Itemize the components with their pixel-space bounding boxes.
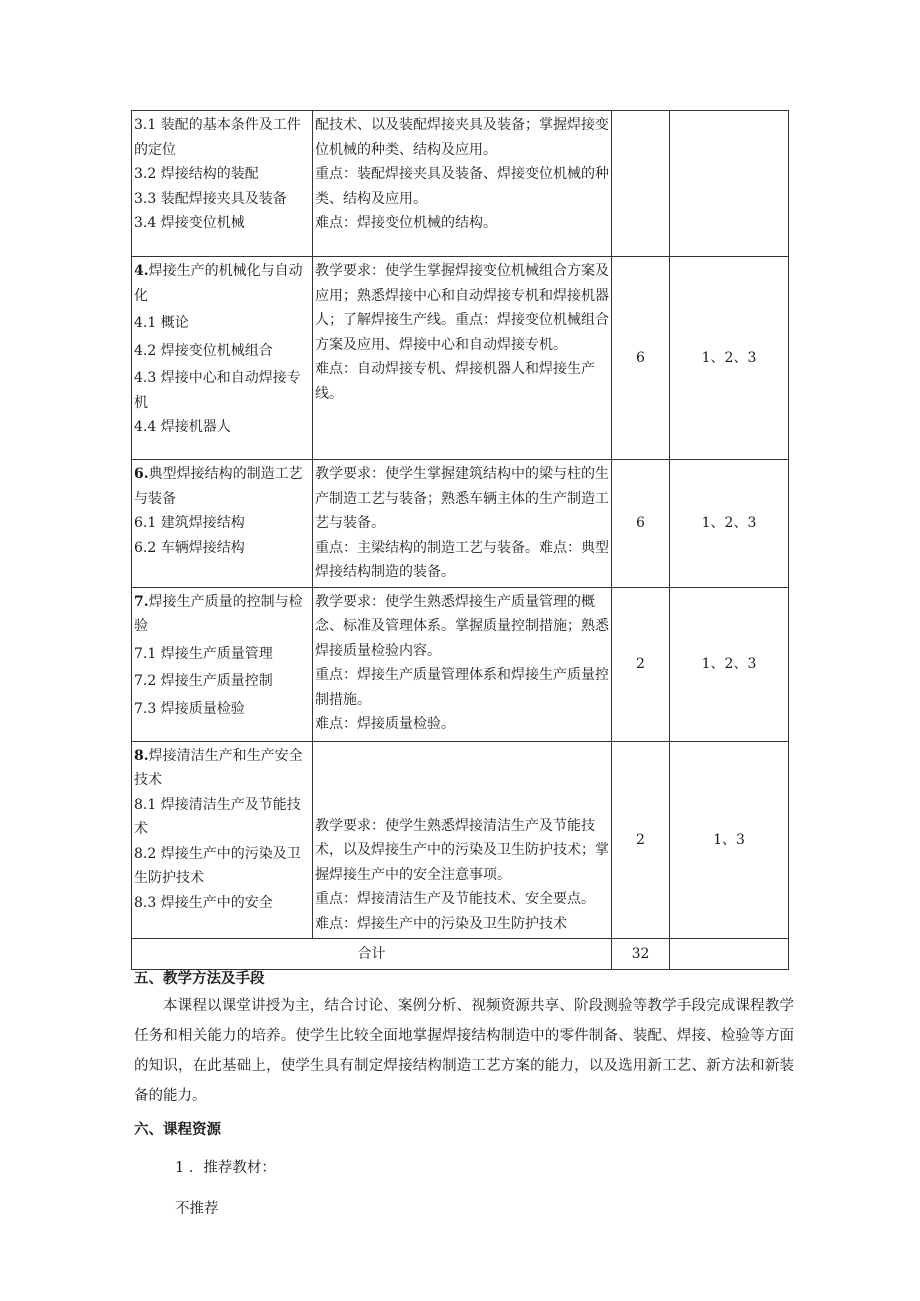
topic-item: 4.2 焊接变位机械组合	[134, 342, 273, 359]
content-text: 难点：焊接质量检验。	[315, 716, 455, 732]
content-cell	[313, 460, 612, 588]
topic-item: 4.4 焊接机器人	[134, 419, 231, 435]
table-row	[132, 460, 789, 588]
topic-cell	[132, 460, 313, 588]
content-text: 教学要求：使学生熟悉焊接清洁生产及节能技术，以及焊接生产中的污染及卫生防护技术；掌握焊接生产中的安全注意事项。	[315, 817, 609, 883]
goals-cell	[670, 111, 789, 257]
table-row	[132, 111, 789, 257]
total-goals	[670, 939, 789, 970]
topic-item: 8.1 焊接清洁生产及节能技术	[134, 796, 301, 837]
total-hours: 32	[612, 939, 670, 970]
table-row	[132, 939, 789, 970]
topic-item: 4.1 概论	[134, 315, 189, 331]
content-text: 教学要求：使学生掌握建筑结构中的梁与柱的生产制造工艺与装备；熟悉车辆主体的生产制造工艺与装备。	[315, 466, 609, 531]
topic-item: 3.2 焊接结构的装配	[134, 166, 259, 182]
content-text: 重点：焊接生产质量管理体系和焊接生产质量控制措施。	[315, 667, 609, 708]
topic-item: 7.3 焊接质量检验	[134, 700, 245, 717]
chapter-title: 6.典型焊接结构的制造工艺与装备	[134, 466, 303, 507]
hours-cell: 6	[612, 460, 670, 588]
content-text: 难点：自动焊接专机、焊接机器人和焊接生产线。	[315, 361, 595, 402]
hours-cell: 2	[612, 587, 670, 741]
topic-item: 3.3 装配焊接夹具及装备	[134, 190, 287, 207]
topic-item: 7.2 焊接生产质量控制	[134, 673, 273, 689]
chapter-title: 8.焊接清洁生产和生产安全技术	[134, 747, 303, 788]
topic-item: 8.3 焊接生产中的安全	[134, 894, 273, 911]
topic-cell	[132, 741, 313, 939]
syllabus-table	[131, 110, 789, 970]
table-row	[132, 741, 789, 939]
resource-item-textbook-value: 不推荐	[175, 1201, 219, 1217]
section5-paragraph: 本课程以课堂讲授为主，结合讨论、案例分析、视频资源共享、阶段测验等教学手段完成课程教学任务和相关能力的培养。使学生比较全面地掌握焊接结构制造中的零件制备、装配、焊接、检验等方面的知识，在此基础上，使学生具有制定焊接结构制造工艺方案的能力，以及选用新工艺、新方法和新装备的能力。	[134, 998, 794, 1104]
topic-item: 6.2 车辆焊接结构	[134, 539, 245, 556]
content-cell	[313, 111, 612, 257]
resource-item-textbook: 1 ．推荐教材：	[175, 1160, 276, 1176]
topic-item: 8.2 焊接生产中的污染及卫生防护技术	[134, 845, 301, 886]
hours-cell: 2	[612, 741, 670, 939]
content-text: 难点：焊接变位机械的结构。	[315, 215, 497, 231]
goals-cell: 1、2、3	[670, 460, 789, 588]
content-cell	[313, 741, 612, 939]
topic-item: 6.1 建筑焊接结构	[134, 515, 245, 531]
chapter-title: 7.焊接生产质量的控制与检验	[134, 593, 303, 634]
content-text: 重点：主梁结构的制造工艺与装备。难点：典型焊接结构制造的装备。	[315, 539, 609, 580]
hours-cell: 6	[612, 257, 670, 460]
topic-item: 3.1 装配的基本条件及工件的定位	[134, 117, 301, 158]
goals-cell: 1、2、3	[670, 587, 789, 741]
content-cell	[313, 587, 612, 741]
table-row	[132, 257, 789, 460]
topic-item: 4.3 焊接中心和自动焊接专机	[134, 370, 301, 411]
section5-heading: 五、教学方法及手段	[134, 971, 265, 987]
section6-heading: 六、课程资源	[134, 1122, 221, 1138]
content-text: 重点：焊接清洁生产及节能技术、安全要点。	[315, 891, 595, 907]
hours-cell	[612, 111, 670, 257]
content-cell	[313, 257, 612, 460]
table-row	[132, 587, 789, 741]
chapter-title: 4.焊接生产的机械化与自动化	[134, 263, 303, 304]
content-text: 重点：装配焊接夹具及装备、焊接变位机械的种类、结构及应用。	[315, 166, 609, 207]
topic-cell	[132, 257, 313, 460]
content-text: 难点：焊接生产中的污染及卫生防护技术	[315, 915, 567, 932]
topic-item: 3.4 焊接变位机械	[134, 215, 245, 231]
content-text: 配技术、以及装配焊接夹具及装备；掌握焊接变位机械的种类、结构及应用。	[315, 117, 609, 158]
content-text: 教学要求：使学生掌握焊接变位机械组合方案及应用；熟悉焊接中心和自动焊接专机和焊接机器人；了解焊接生产线。重点：焊接变位机械组合方案及应用、焊接中心和自动焊接专机。	[315, 263, 609, 353]
topic-cell	[132, 111, 313, 257]
goals-cell: 1、3	[670, 741, 789, 939]
topic-item: 7.1 焊接生产质量管理	[134, 645, 273, 662]
topic-cell	[132, 587, 313, 741]
content-text: 教学要求：使学生熟悉焊接生产质量管理的概念、标准及管理体系。掌握质量控制措施；熟悉焊接质量检验内容。	[315, 593, 609, 659]
total-label: 合计	[132, 939, 612, 970]
goals-cell: 1、2、3	[670, 257, 789, 460]
